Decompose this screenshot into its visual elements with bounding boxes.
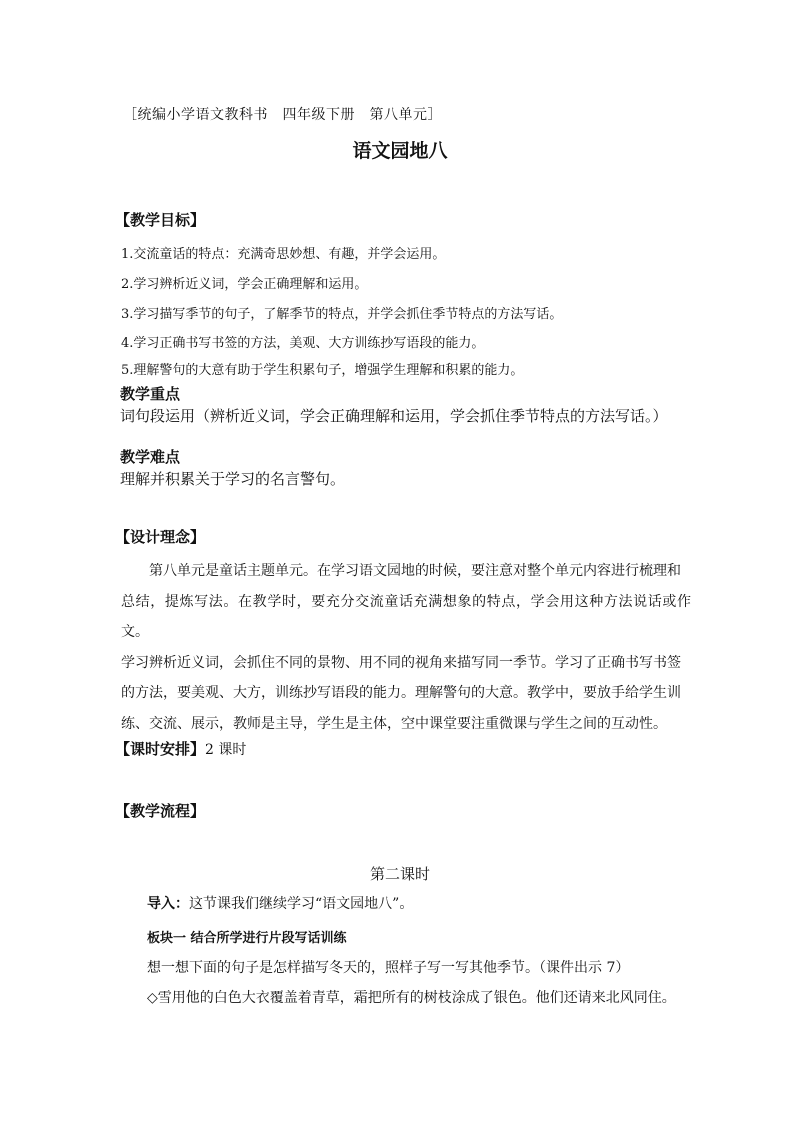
- instruction-text: 想一想下面的句子是怎样描写冬天的，照样子写一写其他季节。（课件出示 7）: [147, 960, 630, 976]
- schedule-heading: 【课时安排】: [115, 740, 206, 758]
- textbook-header: ［统编小学语文教科书 四年级下册 第八单元］: [123, 107, 442, 123]
- key-points-text: 词句段运用（辨析近义词，学会正确理解和运用，学会抓住季节特点的方法写话。）: [120, 407, 668, 425]
- design-paragraph: [121, 556, 691, 739]
- key-points-heading: 教学重点: [120, 385, 181, 403]
- page-title: 语文园地八: [352, 140, 448, 162]
- difficulties-text: 理解并积累关于学习的名言警句。: [120, 470, 346, 488]
- difficulties-heading: 教学难点: [120, 448, 181, 466]
- design-heading: 【设计理念】: [115, 528, 206, 546]
- design-line-4: 的方法，要美观、大方，训练抄写语段的能力。理解警句的大意。教学中，要放手给学生训: [121, 685, 681, 701]
- block-title: 板块一 结合所学进行片段写话训练: [147, 931, 347, 946]
- design-line-5: 练、交流、展示，教师是主导，学生是主体，空中课堂要注重微课与学生之间的互动性。: [121, 715, 667, 732]
- process-heading: 【教学流程】: [115, 802, 206, 820]
- goal-item-3: 3.学习描写季节的句子，了解季节的特点，并学会抓住季节特点的方法写话。: [121, 307, 563, 322]
- design-line-3: 学习辨析近义词，会抓住不同的景物、用不同的视角来描写同一季节。学习了正确书写书签: [121, 654, 681, 671]
- goal-item-2: 2.学习辨析近义词，学会正确理解和运用。: [121, 277, 368, 292]
- lesson-intro: [147, 893, 413, 913]
- intro-label: 导入：: [147, 896, 189, 912]
- lesson-title: 第二课时: [369, 865, 430, 883]
- intro-text: 这节课我们继续学习“语文园地八”。: [189, 896, 414, 912]
- goal-item-4: 4.学习正确书写书签的方法，美观、大方训练抄写语段的能力。: [121, 336, 485, 351]
- example-sentence: ◇雪用他的白色大衣覆盖着青草，霜把所有的树枝涂成了银色。他们还请来北风同住。: [147, 990, 676, 1006]
- schedule-row: [115, 738, 246, 759]
- schedule-value: 2 课时: [205, 742, 247, 758]
- goal-item-1: 1.交流童话的特点：充满奇思妙想、有趣，并学会运用。: [121, 247, 446, 262]
- design-line-1: 第八单元是童话主题单元。在学习语文园地的时候，要注意对整个单元内容进行梳理和: [149, 563, 681, 579]
- design-line-2: 总结，提炼写法。在教学时，要充分交流童话充满想象的特点，学会用这种方法说话或作文。: [121, 593, 691, 640]
- goals-heading: 【教学目标】: [115, 211, 206, 229]
- goal-item-5: 5.理解警句的大意有助于学生积累句子，增强学生理解和积累的能力。: [121, 363, 524, 378]
